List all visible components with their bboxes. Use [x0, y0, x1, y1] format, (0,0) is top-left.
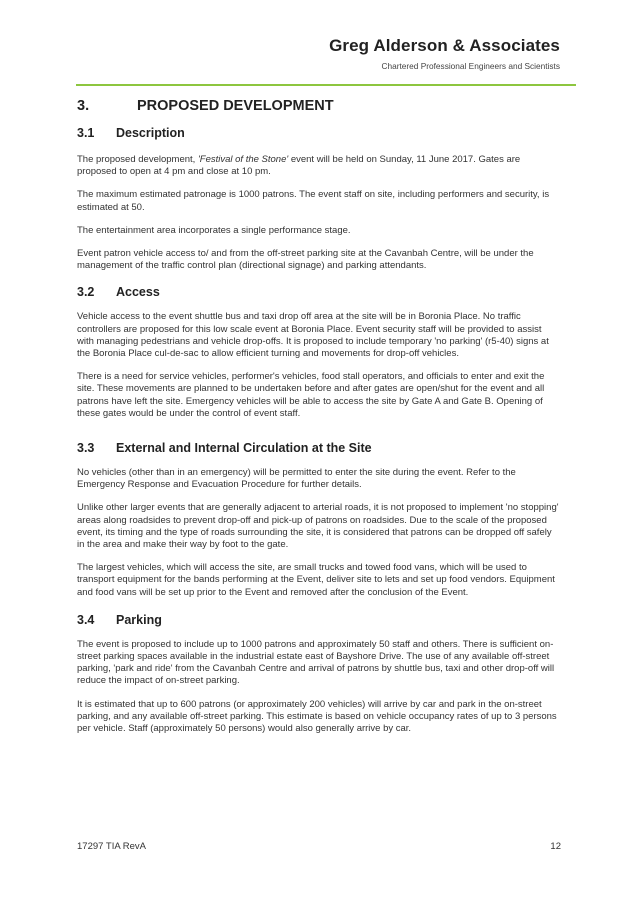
paragraph: The entertainment area incorporates a single performance stage. [77, 224, 351, 236]
subsection-number: 3.4 [77, 612, 95, 627]
section-title: PROPOSED DEVELOPMENT [137, 98, 334, 114]
company-name: Greg Alderson & Associates [329, 36, 560, 55]
subsection-title: Description [116, 126, 185, 140]
paragraph: The proposed development, 'Festival of the Stone' event will be held on Sunday, 11 June 2017. Gates are proposed to open at 4 pm and close at 10 pm. [77, 154, 521, 178]
subsection-heading-parking [77, 612, 561, 628]
event-name: 'Festival of the Stone' [197, 154, 289, 165]
company-tagline: Chartered Professional Engineers and Scientists [381, 61, 560, 71]
page-footer [77, 841, 561, 852]
subsection-number: 3.2 [77, 285, 95, 300]
paragraph: Vehicle access to the event shuttle bus and taxi drop off area at the site will be in Boronia Place. No traffic controllers are proposed for this low scale event at Boronia Place. Event security staff will be provided to assist with managing pedestrians and vehicle drop-offs. It is proposed to include temporary 'no parking' (r5-40) signs at the Boronia Place cul-de-sac to allow efficient turning and movements for drop-off vehicles. [77, 311, 549, 360]
paragraph: It is estimated that up to 600 patrons (or approximately 200 vehicles) will arrive by car and park in the on-street parking, and any available off-street parking. This estimate is based on vehicle occupancy rates of up to 3 persons per vehicle. Staff (approximately 50 persons) would also generally arrive by car. [77, 698, 557, 735]
letterhead [329, 36, 560, 71]
paragraph: Event patron vehicle access to/ and from the off-street parking site at the Cavanbah Centre, will be under the management of the traffic control plan (directional signage) and parking attendants. [77, 248, 534, 272]
page-number: 12 [550, 841, 561, 852]
subsection-title: Parking [116, 612, 162, 627]
document-reference: 17297 TIA RevA [77, 841, 147, 852]
subsection-heading-description [77, 125, 561, 141]
section-heading [77, 96, 561, 116]
subsection-number: 3.1 [77, 126, 95, 140]
subsection-heading-circulation [77, 440, 561, 456]
subsection-number: 3.3 [77, 441, 95, 456]
paragraph: There is a need for service vehicles, performer's vehicles, food stall operators, and officials to enter and exit the site. These movements are planned to be undertaken before and after gates are open/shut for the event and all patrons have left the site. Emergency vehicles will be able to access the site by Gate A and Gate B. Opening of these gates would be under the control of event staff. [77, 371, 545, 419]
header-divider [76, 84, 576, 86]
subsection-title: External and Internal Circulation at the Site [116, 441, 372, 456]
paragraph: The largest vehicles, which will access the site, are small trucks and towed food vans, which will be used to transport equipment for the bands performing at the Event, deliver site to lets and set up food vendors. Equipment and food vans will be set up prior to the Event and removed after the conclusion of the Event. [77, 562, 555, 598]
paragraph: The event is proposed to include up to 1000 patrons and approximately 50 staff and others. There is sufficient on-street parking spaces available in the industrial estate east of Bayshore Drive. The use of any available off-street parking, 'park and ride' from the Cavanbah Centre and arrival of patrons by shuttle bus, taxi and other drop-off will reduce the impact of on-street parking. [77, 638, 555, 687]
document-body [77, 96, 561, 735]
subsection-heading-access [77, 284, 561, 300]
paragraph: No vehicles (other than in an emergency) will be permitted to enter the site during the event. Refer to the Emergency Response and Evacuation Procedure for further details. [77, 467, 516, 491]
section-number: 3. [77, 98, 90, 114]
paragraph: The maximum estimated patronage is 1000 patrons. The event staff on site, including performers and security, is estimated at 50. [77, 189, 550, 213]
subsection-title: Access [116, 285, 160, 300]
paragraph: Unlike other larger events that are generally adjacent to arterial roads, it is not proposed to implement 'no stopping' areas along roadsides to prevent drop-off and pick-up of patrons on roadsides. Due to the scale of the proposed event, its timing and the type of roads surrounding the site, it is considered that patrons can be dropped off safely in the area and make their way by foot to the gate. [77, 502, 559, 551]
